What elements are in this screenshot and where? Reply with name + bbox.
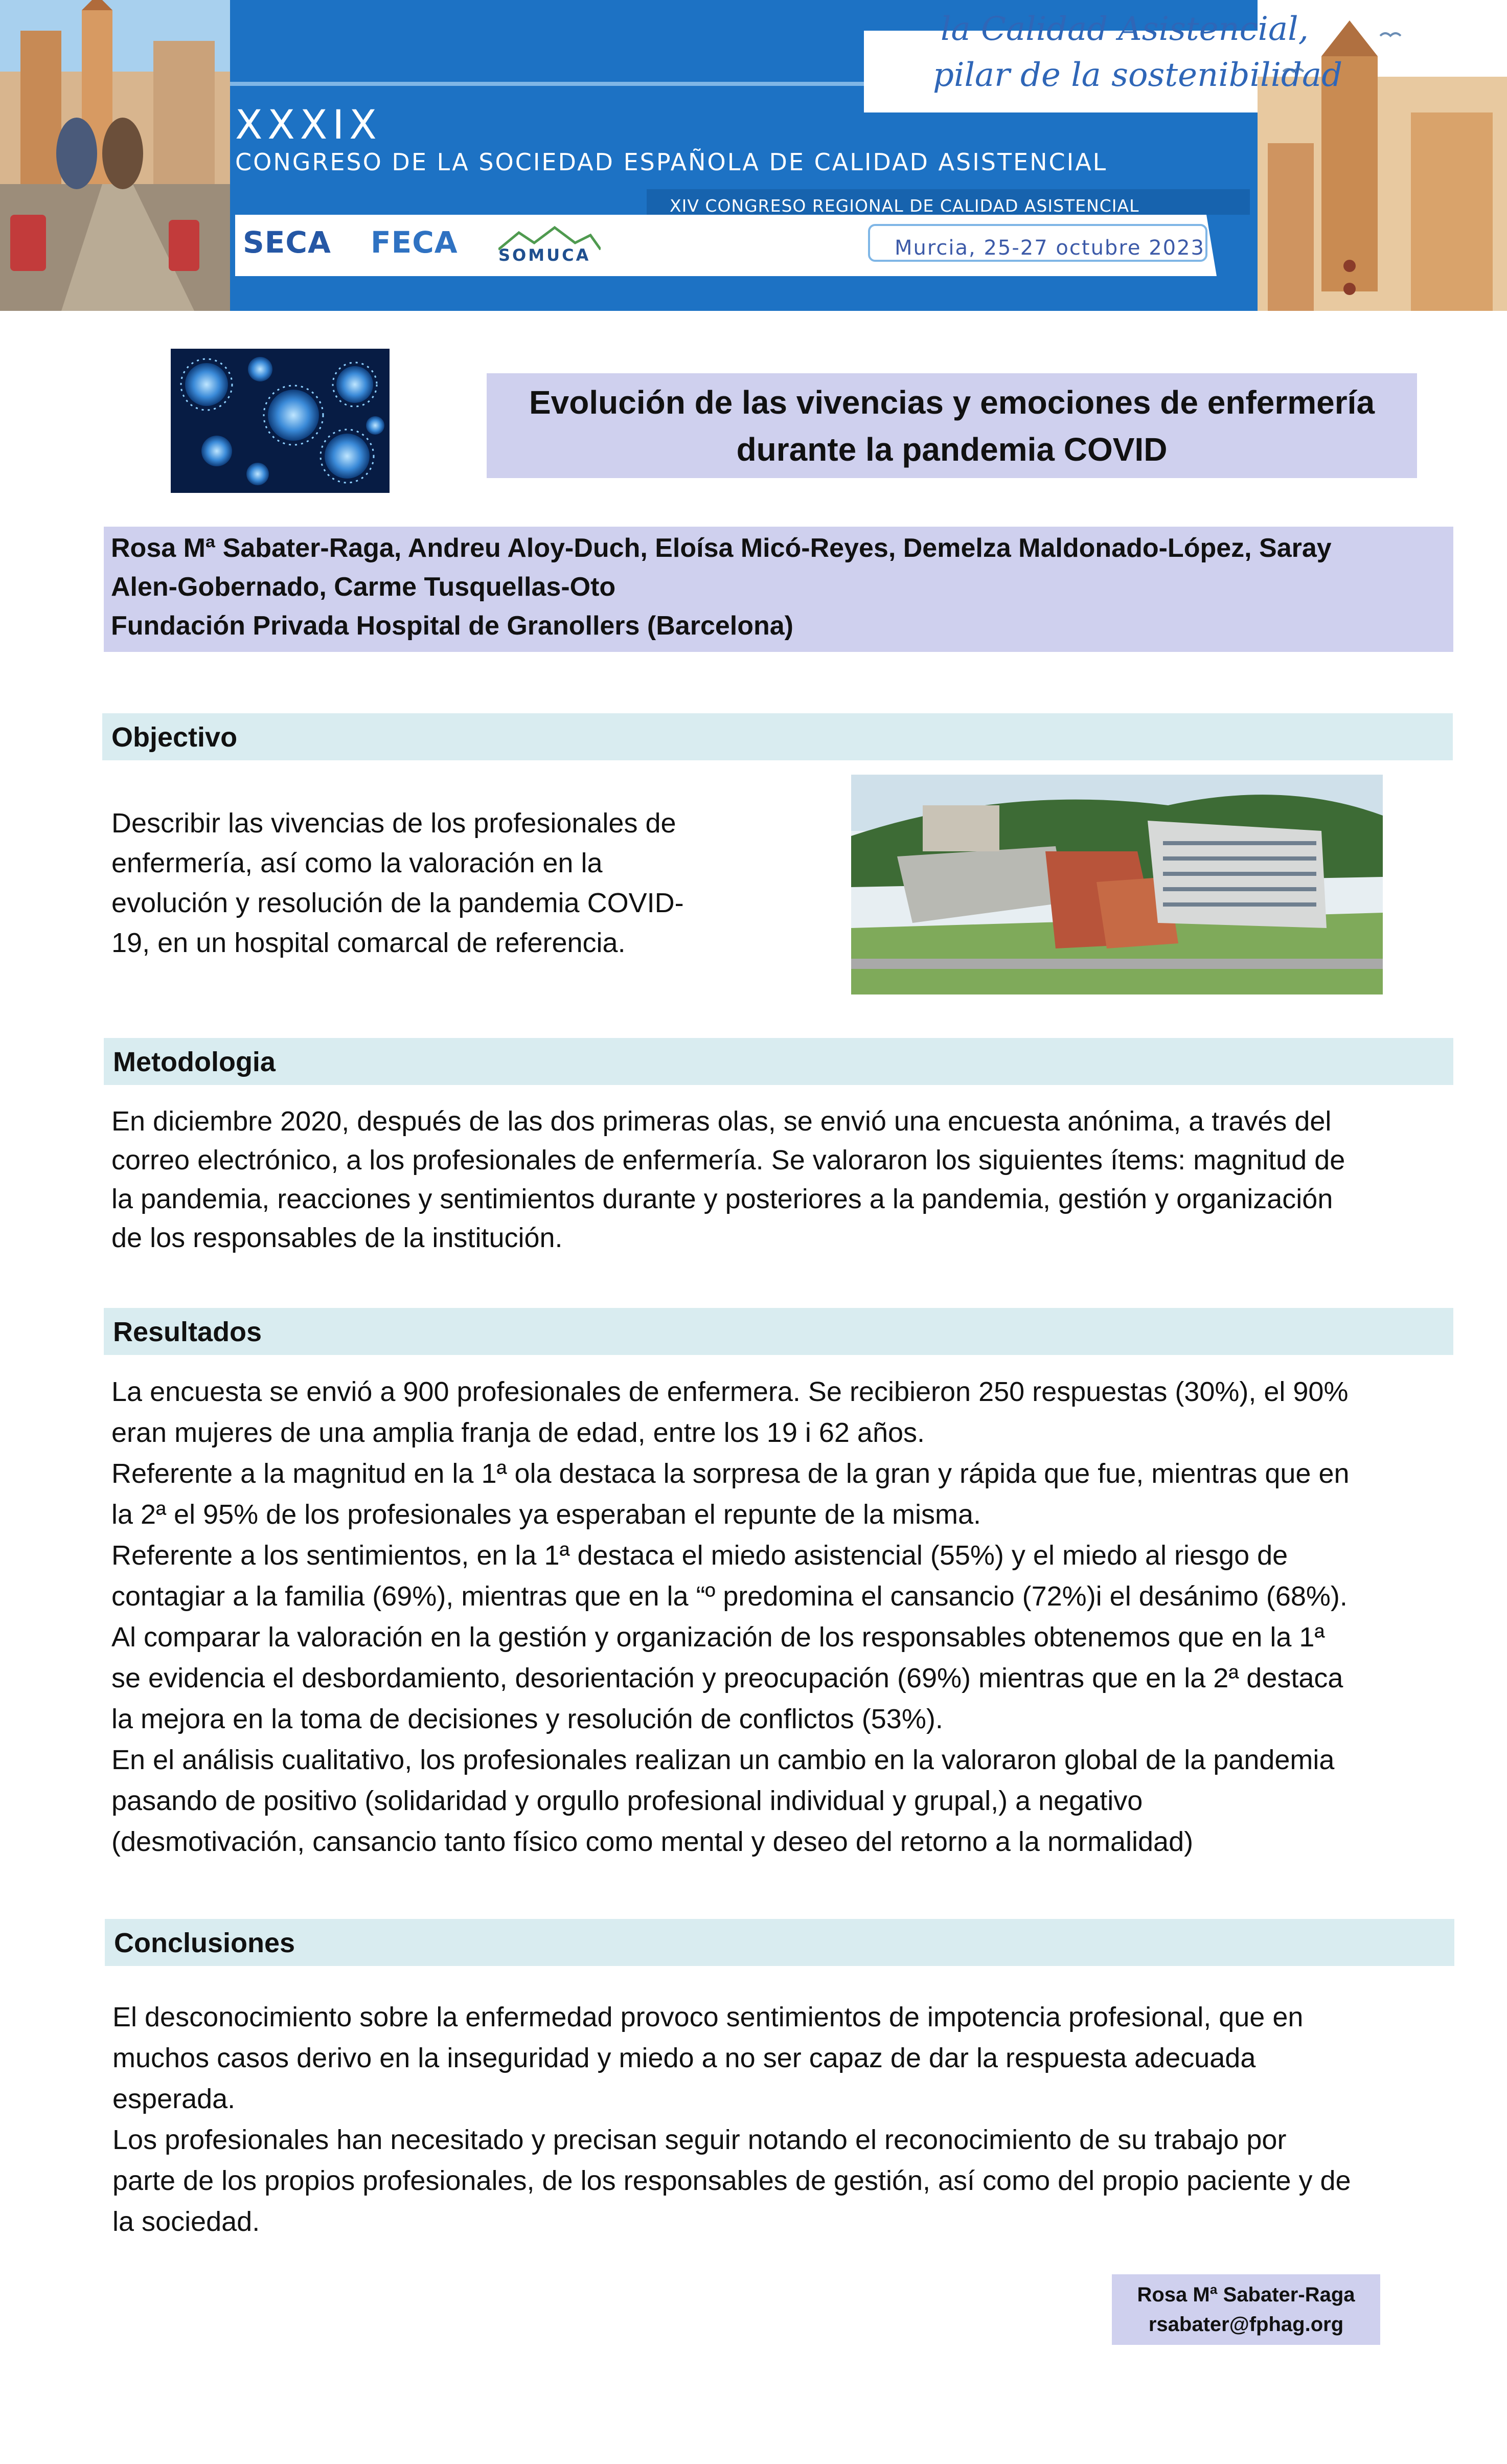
methodology-line: de los responsables de la institución.: [111, 1223, 563, 1253]
results-line: eran mujeres de una amplia franja de edad, entre los 19 i 62 años.: [111, 1417, 925, 1448]
conclusions-line: parte de los propios profesionales, de los responsables de gestión, así como del propio paciente y de: [112, 2165, 1351, 2196]
feca-logo: FECA: [371, 225, 458, 260]
authors-block: [104, 527, 1453, 652]
conclusions-heading-text: Conclusiones: [114, 1928, 295, 1958]
objective-heading-text: Objectivo: [111, 722, 238, 753]
results-line: contagiar a la familia (69%), mientras que en la “º predomina el cansancio (72%)i el desánimo (68%).: [111, 1581, 1348, 1612]
results-heading-text: Resultados: [113, 1317, 262, 1347]
conclusions-line: muchos casos derivo en la inseguridad y miedo a no ser capaz de dar la respuesta adecuada: [112, 2043, 1256, 2073]
title-line-2: durante la pandemia COVID: [736, 431, 1168, 468]
methodology-heading: [104, 1038, 1453, 1085]
objective-line: enfermería, así como la valoración en la: [111, 848, 603, 878]
contact-box: [1112, 2274, 1380, 2345]
somuca-logo: SOMUCA: [498, 245, 591, 265]
objective-line: evolución y resolución de la pandemia COVID-: [111, 888, 684, 918]
conclusions-line: esperada.: [112, 2084, 236, 2114]
results-line: La encuesta se envió a 900 profesionales de enfermera. Se recibieron 250 respuestas (30%), el 90%: [111, 1376, 1349, 1407]
seca-logo: SECA: [243, 225, 331, 260]
congress-motto-line1: la Calidad Asistencial,: [941, 10, 1309, 48]
title-line-1: Evolución de las vivencias y emociones de enfermería: [529, 383, 1375, 421]
conclusions-line: la sociedad.: [112, 2206, 260, 2237]
authors-line-2: Alen-Gobernado, Carme Tusquellas-Oto: [111, 572, 616, 602]
objective-heading: [102, 713, 1453, 760]
objective-line: Describir las vivencias de los profesionales de: [111, 808, 676, 839]
results-line: pasando de positivo (solidaridad y orgullo profesional individual y grupal,) a negativo: [111, 1785, 1143, 1816]
congress-number: XXXIX: [235, 102, 382, 148]
results-line: Al comparar la valoración en la gestión y organización de los responsables obtenemos que en la 1ª: [111, 1622, 1325, 1653]
contact-email[interactable]: rsabater@fphag.org: [1148, 2313, 1344, 2336]
regional-congress-label: XIV CONGRESO REGIONAL DE CALIDAD ASISTENCIAL: [670, 196, 1139, 216]
methodology-line: En diciembre 2020, después de las dos primeras olas, se envió una encuesta anónima, a través del: [111, 1106, 1332, 1137]
conclusions-text: [112, 2002, 1452, 2247]
objective-text: [111, 808, 740, 971]
contact-name: Rosa Mª Sabater-Raga: [1137, 2284, 1355, 2306]
hospital-aerial-image: [851, 775, 1383, 994]
results-line: (desmotivación, cansancio tanto físico como mental y deseo del retorno a la normalidad): [111, 1826, 1194, 1857]
results-line: Referente a los sentimientos, en la 1ª destaca el miedo asistencial (55%) y el miedo al riesgo de: [111, 1540, 1288, 1571]
coronavirus-image: [171, 349, 390, 493]
results-line: la 2ª el 95% de los profesionales ya esperaban el repunte de la misma.: [111, 1499, 981, 1530]
methodology-text: [111, 1106, 1451, 1259]
results-heading: [104, 1308, 1453, 1355]
results-line: Referente a la magnitud en la 1ª ola destaca la sorpresa de la gran y rápida que fue, mientras que en: [111, 1458, 1350, 1489]
congress-name: CONGRESO DE LA SOCIEDAD ESPAÑOLA DE CALIDAD ASISTENCIAL: [235, 148, 1108, 176]
congress-dates: Murcia, 25-27 octubre 2023: [895, 236, 1205, 260]
conclusions-heading: [105, 1919, 1454, 1966]
objective-line: 19, en un hospital comarcal de referencia.: [111, 928, 626, 958]
institution: Fundación Privada Hospital de Granollers (Barcelona): [111, 611, 793, 641]
congress-banner: [0, 0, 1507, 311]
methodology-heading-text: Metodologia: [113, 1047, 276, 1077]
results-line: se evidencia el desbordamiento, desorientación y preocupación (69%) mientras que en la 2ª destaca: [111, 1663, 1343, 1693]
results-line: la mejora en la toma de decisiones y resolución de conflictos (53%).: [111, 1704, 943, 1734]
results-line: En el análisis cualitativo, los profesionales realizan un cambio en la valoraron global de la pandemia: [111, 1745, 1335, 1775]
authors-line-1: Rosa Mª Sabater-Raga, Andreu Aloy-Duch, Eloísa Micó-Reyes, Demelza Maldonado-López, Saray: [111, 533, 1332, 563]
methodology-line: la pandemia, reacciones y sentimientos durante y posteriores a la pandemia, gestión y organización: [111, 1184, 1333, 1214]
results-text: [111, 1376, 1451, 1867]
conclusions-line: El desconocimiento sobre la enfermedad provoco sentimientos de impotencia profesional, que en: [112, 2002, 1304, 2032]
conclusions-line: Los profesionales han necesitado y precisan seguir notando el reconocimiento de su trabajo por: [112, 2124, 1287, 2155]
methodology-line: correo electrónico, a los profesionales de enfermería. Se valoraron los siguientes ítems: magnitud de: [111, 1145, 1345, 1176]
poster-title: [487, 373, 1417, 478]
congress-motto-line2: pilar de la sostenibilidad: [933, 56, 1343, 94]
